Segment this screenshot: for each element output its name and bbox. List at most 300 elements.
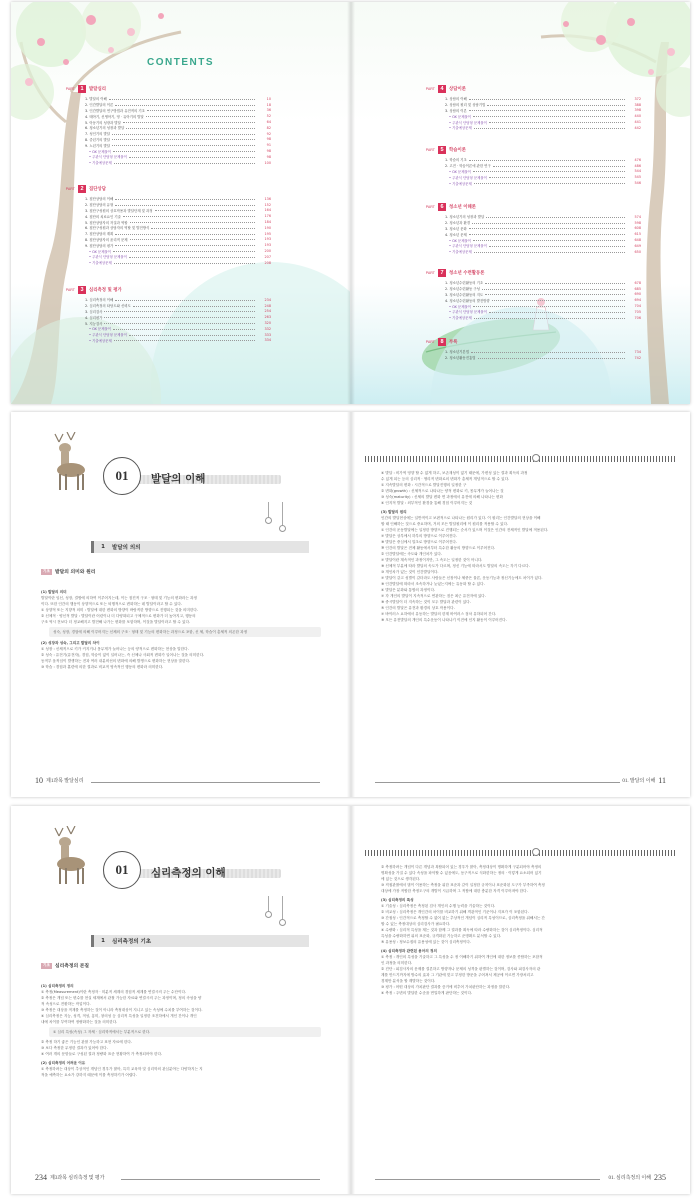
- subheading: (3) 심리측정의 특성: [381, 898, 414, 902]
- body-line: ⑤ 인간의 발달은 유전과 환경의 상호 작용이다.: [381, 606, 455, 610]
- body-line: 이다. 또한 인간의 행동이 상향적으로 또는 퇴행적으로 변화하는 데 발달이라고 할 수 있다.: [41, 602, 182, 606]
- toc-page-number: 650: [634, 249, 641, 254]
- toc-item-title: • 주관식 단답형 문제풀이: [89, 154, 127, 159]
- running-footer: 01. 발달의 이해: [622, 779, 656, 784]
- body-line: ③ 성숙(maturity) : 신체의 발달 변화 면 과정에서 유전에 의해 나타나는 변화: [381, 495, 503, 499]
- toc-item-title: • 주관식 단답형 문제풀이: [449, 309, 487, 314]
- toc-item-title: 3. 상담의 이론: [445, 108, 467, 113]
- toc-page-number: 704: [634, 304, 641, 309]
- toc-item-title: 2. 상담의 원리 및 상담기법: [445, 103, 486, 108]
- toc-page-number: 545: [634, 175, 641, 180]
- leader-dots: [112, 144, 255, 146]
- toc-item-title: 6. 집단구성원과 상담자의 역할 및 발전방식: [85, 226, 150, 231]
- toc-page-number: 98: [266, 137, 271, 142]
- leader-dots: [473, 239, 625, 241]
- leader-dots: [114, 162, 255, 164]
- book-gutter: [347, 806, 355, 1194]
- body-line: ⑤ 유용성 : 정보수집의 유용성에 있는 것이 심리측정이다.: [381, 940, 471, 944]
- body-line: ⑧ 인간발달에 따라서 조속하거나 늦었는지에는 유동화 할 수 있다.: [381, 582, 485, 586]
- body-line: ① 측정하려는 대상이 추상적인 개념인 경우가 많아, 특히 교육학 및 심리학의 관심분야는 다양하지는 지: [41, 1067, 203, 1071]
- body-line: 할 때 인해하는 것으로 중요하며, 거의 모든 발달원리에 이 원리를 적용할 수 있다.: [381, 522, 509, 526]
- leader-dots: [471, 351, 625, 353]
- toc-item-title: • OX 문제풀이: [449, 114, 471, 119]
- part-header: [421, 202, 641, 211]
- body-line: ③ 개인차가 있는 것이 인간발달이다.: [381, 570, 439, 574]
- chapter-heading: [53, 848, 281, 898]
- part-6: [421, 202, 641, 255]
- part-number: 5: [438, 146, 446, 154]
- leader-dots: [112, 133, 255, 135]
- toc-page-number: 648: [634, 238, 641, 243]
- part-tag: PART: [425, 204, 435, 209]
- leader-dots: [155, 209, 255, 211]
- topic-tag: 기초: [43, 963, 50, 967]
- toc-item-title: 5. 아동기의 성장과 발달: [85, 120, 121, 125]
- leader-dots: [493, 165, 625, 167]
- toc-page-number: 10: [266, 96, 271, 101]
- body-line: ② 신체적 · 양신적 발달 : 발달이란 어린이나 더 다양화되고 구체적으로 변화가 더 높아지고, 행동의: [41, 614, 196, 618]
- subheading: (2) 심리측정의 어려운 이유: [41, 1061, 86, 1065]
- body-line: 특성을 수량화하면 위의 표준화, 규격화된 기능하고 준명확도 분석할 수 있다.: [381, 934, 502, 938]
- body-line: ① 인간의 운동발달에는 일정한 방향으로 진행되는 순서가 있으며 이것은 인간의 전체적인 발달에 적용된다.: [381, 528, 549, 532]
- toc-subitem[interactable]: [445, 180, 641, 186]
- leader-dots: [129, 334, 255, 336]
- toc-page-number: 334: [264, 338, 271, 343]
- section-heading: [91, 541, 309, 553]
- book-gutter: [347, 2, 355, 404]
- toc-item-title: 4. 청소년 문제: [445, 232, 467, 237]
- toc-item-title: 4. 태아기, 신생아기, 영 · 유아기의 발달: [85, 114, 144, 119]
- toc-page-number: 706: [634, 315, 641, 320]
- toc-item-title: 3. 청소년수련활동의 지도: [445, 292, 484, 297]
- toc-item-title: 3. 집단구성원의 상호작용과 발달단계 및 과정: [85, 208, 153, 213]
- left-page: [11, 806, 350, 1194]
- leader-dots: [112, 138, 255, 140]
- part-7: [421, 268, 641, 321]
- right-page: [351, 806, 690, 1194]
- toc-page-number: 184: [264, 220, 271, 225]
- toc-subitem[interactable]: [85, 160, 271, 166]
- body-line: 수 있게 되는 등의 심리적 · 생리적 변화로의 변화가 총체적 개념적으로 할 수 있다.: [381, 477, 510, 481]
- body-text: [381, 470, 661, 623]
- toc-page-number: 91: [266, 143, 271, 148]
- toc-item-title: • OX 문제풀이: [89, 326, 111, 331]
- part-2: [61, 184, 271, 266]
- toc-item-title: 2. 고전 · 학습이론에 관한 연구: [445, 164, 491, 169]
- leader-dots: [489, 176, 625, 178]
- toc-item-title: 2. 인간발달의 이론: [85, 103, 114, 108]
- body-line: ② 변화(growth) : 신체적으로 나타나는 양적 변화로 키, 몸무게가 늘어나는 것: [381, 489, 504, 493]
- body-line: ① 지속발달의 변화 : 시간적으로 발달진행의 일정한 구: [381, 483, 467, 487]
- toc-list: [85, 297, 271, 343]
- part-number: 8: [438, 338, 446, 346]
- toc-item-title: • 주관식 단답형 문제풀이: [449, 243, 487, 248]
- leader-dots: [489, 245, 625, 247]
- toc-item-title: • 기출예상문제: [89, 338, 112, 343]
- body-line: 할 수 있는 측정대상의 심리검사가 필요하다.: [381, 922, 451, 926]
- body-line: ③ 학습 : 경험과 훈련에 의한 결과로 비교적 영속적인 행동의 변화라 의미한다.: [41, 665, 164, 669]
- page-number: 10: [35, 776, 43, 785]
- page-footer: [35, 1173, 105, 1182]
- leader-dots: [474, 317, 625, 319]
- part-number: 4: [438, 85, 446, 93]
- toc-page-number: 18: [266, 102, 271, 107]
- part-1: [61, 84, 271, 166]
- toc-item-title: 4. 청소년수련활동의 발전방향: [445, 298, 490, 303]
- point-box: 성숙, 성장, 경험에 의해 이루어지는 신체의 구조 · 형태 및 기능의 변화하는 과정으로 포함, 신 체, 학습이 총체적 의존한 과정: [49, 627, 321, 637]
- toc-list: [445, 157, 641, 186]
- toc-page-number: 52: [266, 114, 271, 119]
- body-text: [381, 864, 661, 996]
- toc-page-number: 208: [264, 260, 271, 265]
- toc-item-title: • OX 문제풀이: [449, 169, 471, 174]
- toc-item-title: • OX 문제풀이: [89, 249, 111, 254]
- part-title: 심리측정 및 평가: [89, 287, 122, 293]
- part-title: 집단상담: [89, 186, 106, 192]
- part-header: [421, 268, 641, 277]
- chapter-title: 심리측정의 이해: [151, 867, 226, 879]
- part-tag: PART: [65, 287, 75, 292]
- hanging-ornament-icon: [282, 896, 283, 920]
- toc-item-title: 5. 지능검사: [85, 321, 103, 326]
- body-line: ⑧ 중시발달이 더 지속하는 것이 모두 발달과 관련이 있다.: [381, 600, 471, 604]
- part-5: [421, 145, 641, 186]
- part-number: 7: [438, 269, 446, 277]
- body-line: ② 인간발달에는 속도와 개인차가 있다.: [381, 552, 443, 556]
- toc-page-number: 440: [634, 114, 641, 119]
- body-line: 인간의 발달현상에는 일반적이고 보편적으로 나타나는 원리가 있다. 이 원리는 인간발달의 현상을 이해: [381, 516, 541, 520]
- topic-heading: [41, 568, 95, 575]
- leader-dots: [123, 121, 255, 123]
- part-tag: PART: [65, 86, 75, 91]
- toc-item-title: • 기출예상문제: [89, 260, 112, 265]
- part-header: [61, 285, 271, 294]
- body-line: ⑦ 각 개인의 발달이 지속적으로 연관하는 점은 최근 유전자에 있다.: [381, 594, 486, 598]
- toc-item-title: 3. 심리검사: [85, 309, 103, 314]
- hanging-ornament-icon: [268, 896, 269, 912]
- toc-subitem[interactable]: [445, 249, 641, 255]
- toc-page-number: 193: [264, 237, 271, 242]
- leader-dots: [469, 159, 625, 161]
- leader-dots: [133, 305, 255, 307]
- chapter-number: 01: [103, 851, 141, 889]
- toc-page-number: 190: [264, 225, 271, 230]
- toc-item-title: • OX 문제풀이: [89, 149, 111, 154]
- toc-page-number: 263: [264, 315, 271, 320]
- toc-item-title: • 주관식 단답형 문제풀이: [449, 175, 487, 180]
- right-page: [351, 412, 690, 797]
- section-title: 발달의 의의: [112, 545, 141, 551]
- toc-page-number: 332: [264, 326, 271, 331]
- body-line: 발달이란 임신, 성장, 결합에 의하여 이루어지는데, 이는 점진적 구조 · 형태 및 기능의 변화라는 과정: [41, 596, 197, 600]
- subheading: (4) 심리측정과 관련된 용어의 정의: [381, 949, 437, 953]
- body-line: 대상에 가장 적합한 측정도구의 개발이 시급하며 그 적합에 대한 충분한 자격 이루어져야 한다.: [381, 889, 528, 893]
- subheading: (1) 발달의 의미: [41, 590, 67, 594]
- part-tag: PART: [425, 339, 435, 344]
- leader-dots: [478, 357, 625, 359]
- footer-rule: [121, 1179, 320, 1180]
- toc-page-number: 254: [264, 309, 271, 314]
- hanging-ornament-icon: [268, 502, 269, 518]
- toc-item-title: • 기출예상문제: [449, 181, 472, 186]
- toc-item-title: 1. 청소년수련활동의 기초: [445, 281, 484, 286]
- leader-dots: [104, 322, 255, 324]
- chapter-number: 01: [103, 457, 141, 495]
- toc-page-number: 388: [634, 102, 641, 107]
- part-number: 6: [438, 203, 446, 211]
- toc-page-number: 193: [264, 243, 271, 248]
- body-line: ① 기술성 : 심리측정은 측정된 검사 개인의 수행 능력을 기술하는 것이다.: [381, 904, 496, 908]
- toc-page-number: 546: [634, 181, 641, 186]
- leader-dots: [130, 221, 256, 223]
- hanging-ornament-icon: [282, 502, 283, 526]
- toc-page-number: 442: [634, 125, 641, 130]
- toc-item-title: 2. 심리측정의 타당도와 신뢰도: [85, 304, 131, 309]
- leader-dots: [492, 299, 625, 301]
- body-line: ⑧ 모든 유전발달의 개인의 특수운동이 나타나기 이전에 인지 활동이 이루어진다.: [381, 618, 507, 622]
- topic-tag: 기초: [43, 569, 50, 573]
- body-line: 적 속성으로 전환하는 작업이다.: [41, 1002, 91, 1006]
- toc-list: [445, 349, 641, 361]
- toc-item-title: 6. 청소년기의 성장과 발달: [85, 126, 125, 131]
- part-header: [421, 84, 641, 93]
- header-rule: [365, 850, 676, 856]
- toc-item-title: 1. 발달의 이해: [85, 97, 107, 102]
- toc-item-title: • OX 문제풀이: [449, 238, 471, 243]
- body-line: ③ 보다 측정한 무정한 결과가 있어야 한다.: [41, 1046, 108, 1050]
- body-line: ② 비교성 : 심리측정은 개인간의 차이를 비교하기 위해 객관적인 기준이나 지표가 이 포함된다.: [381, 910, 529, 914]
- toc-page-number: 36: [266, 108, 271, 113]
- body-line: 명확성을 가질 수 있다 속성을 파악할 수 있음에도, 동구적으로 식화한하는 정의 · 이렇게 요소되어 있기: [381, 871, 542, 875]
- body-text: [41, 586, 321, 670]
- leader-dots: [489, 121, 625, 123]
- leader-dots: [485, 282, 625, 284]
- toc-page-number: 678: [634, 280, 641, 285]
- toc-item-title: 4. 집단의 치료요인 기술: [85, 214, 121, 219]
- body-line: ③ 직접관찰에서 많이 이용하는 측정을 위한 표준과 같이 일정한 규칙이나 표준화된 도구가 부족하여 측정: [381, 883, 545, 887]
- leader-dots: [485, 293, 625, 295]
- leader-dots: [474, 127, 625, 129]
- toc-page-number: 207: [264, 254, 271, 259]
- body-line: ③ 간접성 : 인간적으로 측정할 수 없어 없는 추상적인 개념이 심리적 특성이므로, 심리측정을 위해서는 간: [381, 916, 545, 920]
- toc-page-number: 742: [634, 355, 641, 360]
- toc-item-title: 1. 청소년기의 성장과 발달: [445, 215, 485, 220]
- page-footer: [35, 776, 84, 785]
- body-line: 구조 역시 전보다 더 정교해지고 발전해 나가는 변화를 포함하며, 이것을 발달이라고 할 수 있다.: [41, 620, 191, 624]
- toc-page-number: 574: [634, 214, 641, 219]
- part-header: [61, 84, 271, 93]
- point-box: ① 심리 특성(속성) 그 자체 · 심리학적에서는 부분적으로 한다.: [49, 1027, 321, 1037]
- toc-page-number: 398: [634, 108, 641, 113]
- leader-dots: [114, 339, 255, 341]
- toc-item-title: 9. 집단상담의 평가: [85, 243, 114, 248]
- toc-page-number: 649: [634, 243, 641, 248]
- toc-item-title: • 기출예상문제: [449, 125, 472, 130]
- toc-item-title: 2. 청소년과 환경: [445, 221, 471, 226]
- leader-dots: [104, 310, 255, 312]
- body-line: ② 측정은 개념 또는 변수를 현실 세계에서 관찰 가능한 자료와 연결시켜 주는 과정이며, 정의 속성을 양: [41, 996, 202, 1000]
- toc-page-number: 176: [264, 214, 271, 219]
- toc-list: [445, 280, 641, 321]
- toc-page-number: 152: [264, 202, 271, 207]
- toc-item-title: 8. 중년기의 발달: [85, 137, 111, 142]
- body-line: 동적부 움직임이 발생하는 전과 여러 내분비선의 변화에 의해 발생으로 변화하는 현상을 말한다.: [41, 659, 191, 663]
- body-line: ⑦ 발달이 같고 성별이 같더라도 사람들은 신장이나 체중은 물론, 운동기능과 정신기능에도 차이가 있다.: [381, 576, 543, 580]
- toc-page-number: 92: [266, 131, 271, 136]
- body-line: ④ 발달 : 비가역 영향 할 수 없게 하고, 보존재성이 없기 때문에, 가변성 있는 결과 획득의 과정: [381, 471, 528, 475]
- toc-item-title: • 기출예상문제: [449, 249, 472, 254]
- leader-dots: [123, 215, 255, 217]
- toc-page-number: 248: [264, 303, 271, 308]
- header-rule: [365, 456, 676, 462]
- toc-subitem[interactable]: [445, 315, 641, 321]
- running-footer: 제1과목 발달심리: [46, 779, 84, 784]
- running-footer: 01. 심리측정의 이해: [608, 1176, 651, 1181]
- part-title: 상담이론: [449, 86, 466, 92]
- body-line: ② 진단 : 피검사자의 문제를 결론하고 방향자나 문제의 성격을 판별하는 것이며, 검사와 피검사자의 관: [381, 967, 541, 971]
- toc-item-title: 3. 인간발달의 연구방법과 유전적의 기초: [85, 108, 145, 113]
- body-line: ② 측정 하기 좋은 기능인 관찰 가능하고 표현 자료에 한다.: [41, 1040, 133, 1044]
- toc-page-number: 705: [634, 309, 641, 314]
- leader-dots: [115, 244, 255, 246]
- page-number: 234: [35, 1173, 47, 1182]
- contents-title: CONTENTS: [147, 57, 214, 68]
- toc-subitem[interactable]: [445, 125, 641, 131]
- leader-dots: [472, 222, 625, 224]
- footer-rule: [91, 782, 320, 783]
- chapter-heading: [53, 454, 281, 504]
- leader-dots: [473, 170, 625, 172]
- body-line: ③ 측정은 대상을 적재를 측정하는 것이 아니라 측정대상이 지니고 있는 속성에 수치를 부여하는 것이다.: [41, 1008, 203, 1012]
- leader-dots: [469, 98, 625, 100]
- leader-dots: [486, 216, 625, 218]
- leader-dots: [115, 204, 255, 206]
- body-line: 에 있는 것으로 생각된다.: [381, 877, 421, 881]
- body-line: ④ 측정 : 주변의 발달한 수준을 면밀하게 판단하는 것이다.: [381, 991, 473, 995]
- left-page: [11, 412, 350, 797]
- toc-list: [445, 96, 641, 131]
- toc-item-title: • 주관식 단답형 문제풀이: [449, 120, 487, 125]
- toc-page-number: 333: [264, 332, 271, 337]
- leader-dots: [115, 233, 255, 235]
- part-4: [421, 84, 641, 131]
- body-line: 인 과정을 의미한다.: [381, 961, 413, 965]
- toc-item-title: 1. 상담의 이해: [445, 97, 467, 102]
- toc-item-title: • 기출예상문제: [89, 160, 112, 165]
- toc-page-number: 64: [266, 120, 271, 125]
- body-line: ④ 발달은 분화와 통합의 과정이다.: [381, 588, 436, 592]
- part-8: [421, 337, 641, 361]
- toc-item-title: 5. 집단상담자의 자질과 역할: [85, 220, 128, 225]
- toc-item-title: 2. 청소년활동진흥법: [445, 356, 476, 361]
- subheading: (3) 발달의 원리: [381, 510, 407, 514]
- body-line: ⑦ 발달이란 계속적인 과정이지만, 그 속도는 일정한 것이 아니다.: [381, 558, 483, 562]
- page-number: 235: [654, 1173, 666, 1182]
- section-number: 1: [101, 544, 105, 550]
- toc-page-number: 200: [264, 249, 271, 254]
- toc-subitem[interactable]: [85, 338, 271, 344]
- leader-dots: [469, 227, 625, 229]
- toc-page-number: 690: [634, 292, 641, 297]
- toc-list: [85, 96, 271, 166]
- page-footer: [622, 776, 666, 785]
- toc-page-number: 100: [264, 160, 271, 165]
- toc-page-number: 608: [634, 226, 641, 231]
- body-line: 계를 만드기까지에 방수의 효과 그 기관에 맞고 부정한 방문을 주어져서 제공에 이르면 가장처리고: [381, 973, 534, 977]
- body-line: ② 성숙 : 유전기(유전자), 경험, 학습이 없이 일어나는, 즉 신체나 사회적 변화가 일어나는 것을 의미한다.: [41, 653, 205, 657]
- toc-page-number: 164: [264, 208, 271, 213]
- toc-subitem[interactable]: [85, 260, 271, 266]
- body-line: ④ 수량화 : 심리적 특성을 재는 것과 함께 그 결과를 획득에 따라 수량화하는 것이 심리측정이다. 심리적: [381, 928, 543, 932]
- body-line: ④ 여러 개의 문항들로 구성된 결과 정량화 표준 현황하여 가 측정되어야 한다.: [41, 1052, 163, 1056]
- leader-dots: [104, 316, 255, 318]
- part-title: 청소년 이해론: [449, 204, 476, 210]
- chapter-spread-psychometrics: [11, 806, 690, 1194]
- footer-rule: [375, 782, 620, 783]
- body-line: ⑨ 인간의 발달은 전체 활동에서부터 특수한 활동의 방향으로 이루어진다.: [381, 546, 496, 550]
- part-header: [421, 337, 641, 346]
- leader-dots: [147, 109, 255, 111]
- toc-item-title: 7. 집단상담의 계획: [85, 232, 114, 237]
- leader-dots: [469, 233, 625, 235]
- toc-page-number: 98: [266, 154, 271, 159]
- toc-page-number: 195: [264, 231, 271, 236]
- toc-page-number: 615: [634, 232, 641, 237]
- toc-page-number: 82: [266, 125, 271, 130]
- toc-list: [85, 196, 271, 266]
- chapter-spread-development: [11, 412, 690, 797]
- leader-dots: [129, 256, 255, 258]
- leader-dots: [130, 238, 256, 240]
- leader-dots: [473, 305, 625, 307]
- leader-dots: [489, 311, 625, 313]
- body-line: 적을 예측하는 요소가 강하지 때문에 이를 측정하기가 어렵다.: [41, 1073, 137, 1077]
- leader-dots: [113, 328, 255, 330]
- leader-dots: [113, 150, 255, 152]
- toc-item-title: 2. 청소년수련활동 구성: [445, 287, 480, 292]
- toc-item-title: 8. 집단상담자의 윤리적 문제: [85, 237, 128, 242]
- body-line: ⑧ 발달은 중심에서 말초로 방향으로 이루어진다.: [381, 540, 458, 544]
- toc-item[interactable]: [445, 355, 641, 361]
- body-text: [41, 980, 321, 1078]
- toc-page-number: 598: [634, 220, 641, 225]
- contents-spread: [11, 2, 690, 404]
- toc-item-title: 1. 심리측정의 이해: [85, 298, 114, 303]
- leader-dots: [469, 109, 625, 111]
- header-ornament-icon: [532, 848, 540, 856]
- toc-item-title: 1. 학습의 기초: [445, 158, 467, 163]
- part-tag: PART: [65, 186, 75, 191]
- body-line: ① 측정(Measurement)이란 측정자 · 미분적 세계의 경험적 세계를 연결시켜 주는 수단이다.: [41, 990, 187, 994]
- topic-heading: [41, 962, 89, 969]
- part-number: 1: [78, 85, 86, 93]
- subheading: (2) 성장과 성숙, 그리고 발달의 차이: [41, 641, 100, 645]
- toc-item-title: 1. 집단상담의 이해: [85, 197, 114, 202]
- leader-dots: [473, 115, 625, 117]
- toc-page-number: 98: [266, 149, 271, 154]
- leader-dots: [474, 251, 625, 253]
- toc-item-title: • OX 문제풀이: [449, 304, 471, 309]
- toc-page-number: 544: [634, 169, 641, 174]
- toc-page-number: 476: [634, 157, 641, 162]
- leader-dots: [113, 250, 255, 252]
- running-footer: 제3과목 심리측정 및 평가: [50, 1176, 105, 1181]
- toc-page-number: 685: [634, 286, 641, 291]
- leader-dots: [129, 156, 255, 158]
- toc-item-title: 9. 노년기의 발달: [85, 143, 111, 148]
- leader-dots: [151, 227, 255, 229]
- toc-page-number: 320: [264, 321, 271, 326]
